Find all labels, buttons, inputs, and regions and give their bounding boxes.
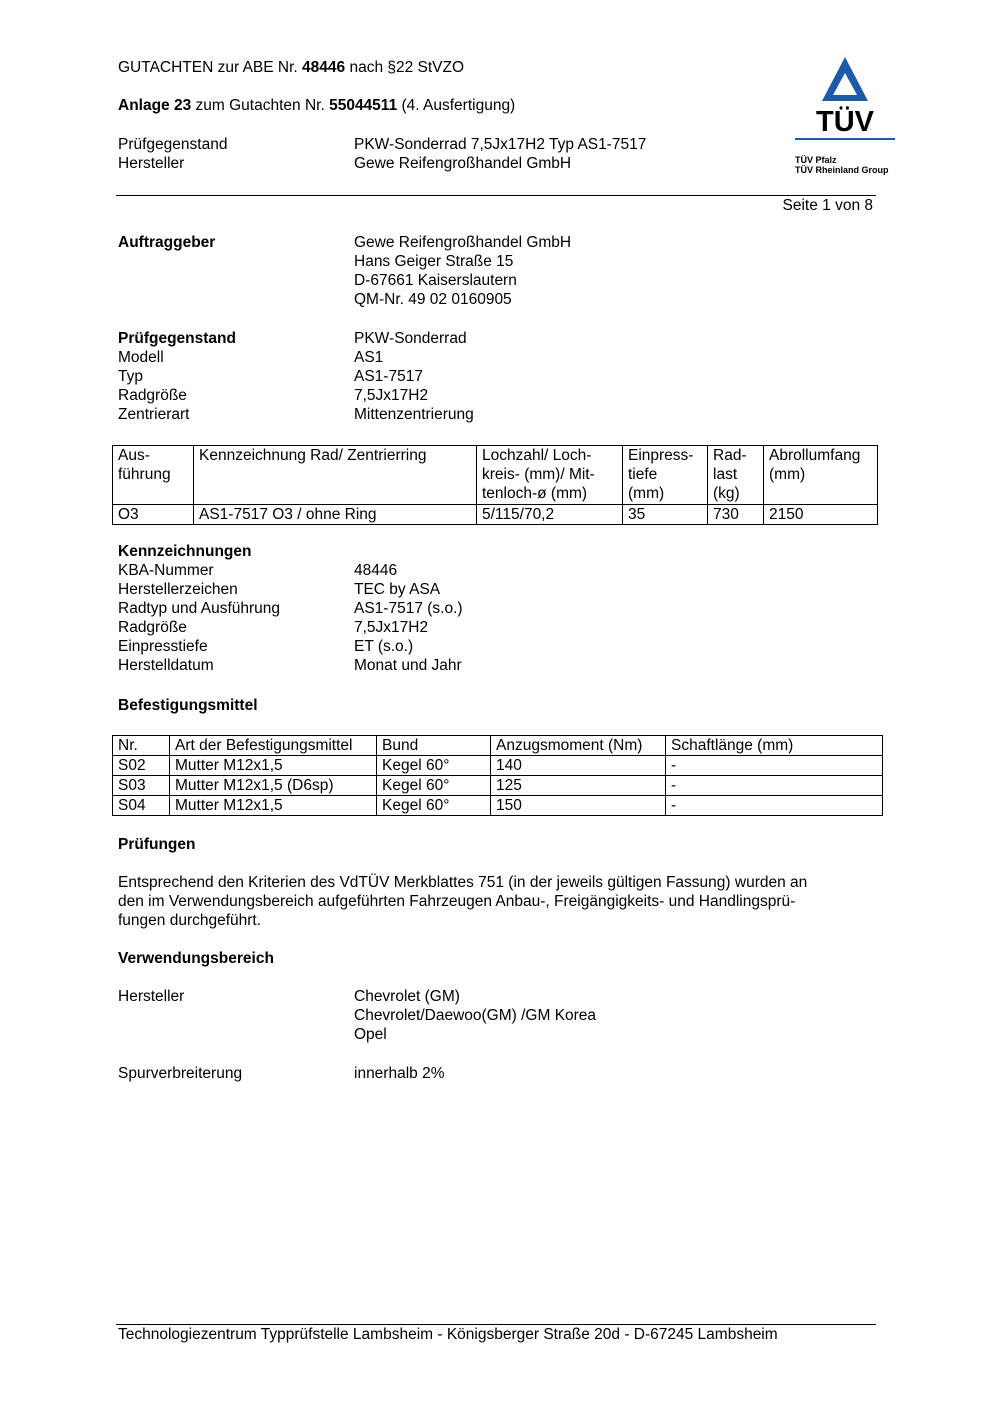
table-header-cell: Abrollumfang (mm) [764, 446, 878, 505]
table-header-row [113, 446, 878, 505]
table-cell: AS1-7517 O3 / ohne Ring [194, 505, 477, 525]
product-row-value: 7,5Jx17H2 [354, 387, 429, 404]
product-row-label: Zentrierart [118, 406, 190, 423]
usage-maker: Opel [354, 1026, 387, 1043]
header-rule [116, 195, 876, 196]
marking-value: Monat und Jahr [354, 657, 462, 674]
table-cell: 125 [491, 776, 666, 796]
client-section [118, 234, 758, 314]
table-header-cell: Bund [377, 736, 491, 756]
marking-label: Herstelldatum [118, 657, 214, 674]
table-header-cell: Kennzeichnung Rad/ Zentrierring [194, 446, 477, 505]
header-maker-label: Hersteller [118, 155, 185, 172]
tuv-triangle-icon [795, 55, 895, 135]
client-line: Gewe Reifengroßhandel GmbH [354, 234, 572, 251]
table-cell: - [666, 796, 883, 816]
header-line-2: Anlage 23 zum Gutachten Nr. 55044511 (4. Ausfertigung) [118, 97, 516, 114]
tests-title: Prüfungen [118, 836, 196, 853]
marking-value: ET (s.o.) [354, 638, 414, 655]
table-cell: 150 [491, 796, 666, 816]
page-number: Seite 1 von 8 [782, 197, 873, 214]
usage-maker: Chevrolet (GM) [354, 988, 460, 1005]
usage-title: Verwendungsbereich [118, 950, 274, 967]
usage-maker: Chevrolet/Daewoo(GM) /GM Korea [354, 1007, 597, 1024]
marking-value: AS1-7517 (s.o.) [354, 600, 463, 617]
table-cell: Mutter M12x1,5 (D6sp) [170, 776, 377, 796]
table-row [113, 505, 878, 525]
marking-label: KBA-Nummer [118, 562, 214, 579]
tests-paragraph [118, 874, 878, 934]
usage-track-label: Spurverbreiterung [118, 1065, 243, 1082]
marking-label: Radtyp und Ausführung [118, 600, 281, 617]
table-header-cell: Rad- last (kg) [708, 446, 764, 505]
header-subject-value: PKW-Sonderrad 7,5Jx17H2 Typ AS1-7517 [354, 136, 647, 153]
table-cell: S04 [113, 796, 170, 816]
table-header-cell: Aus- führung [113, 446, 194, 505]
product-value: PKW-Sonderrad [354, 330, 467, 347]
product-row-value: AS1-7517 [354, 368, 423, 385]
product-row-value: Mittenzentrierung [354, 406, 474, 423]
markings-title: Kennzeichnungen [118, 543, 252, 560]
table-header-cell: Anzugsmoment (Nm) [491, 736, 666, 756]
product-label: Prüfgegenstand [118, 330, 236, 347]
header-maker-value: Gewe Reifengroßhandel GmbH [354, 155, 572, 172]
table-cell: 730 [708, 505, 764, 525]
client-line: QM-Nr. 49 02 0160905 [354, 291, 512, 308]
table-header-cell: Nr. [113, 736, 170, 756]
marking-label: Radgröße [118, 619, 187, 636]
fasteners-table [112, 735, 883, 816]
footer-rule [116, 1324, 876, 1325]
table-cell: S02 [113, 756, 170, 776]
product-row-label: Modell [118, 349, 164, 366]
usage-maker-label: Hersteller [118, 988, 185, 1005]
table-cell: 140 [491, 756, 666, 776]
variant-table [112, 445, 878, 525]
table-header-row [113, 736, 883, 756]
table-cell: - [666, 776, 883, 796]
table-cell: Mutter M12x1,5 [170, 756, 377, 776]
table-cell: Kegel 60° [377, 796, 491, 816]
table-cell: - [666, 756, 883, 776]
tuv-logo [795, 55, 895, 180]
logo-line-2: TÜV Rheinland Group [795, 165, 889, 175]
footer-text: Technologiezentrum Typprüfstelle Lambsheim - Königsberger Straße 20d - D-67245 Lambsheim [118, 1326, 778, 1343]
product-row-value: AS1 [354, 349, 384, 366]
usage-track-value: innerhalb 2% [354, 1065, 445, 1082]
header-line-1: GUTACHTEN zur ABE Nr. 48446 nach §22 StVZO [118, 59, 465, 76]
usage-section [118, 988, 758, 1088]
tests-line: Entsprechend den Kriterien des VdTÜV Merkblattes 751 (in der jeweils gültigen Fassung) wurden an [118, 874, 808, 891]
table-row [113, 756, 883, 776]
table-header-cell: Schaftlänge (mm) [666, 736, 883, 756]
logo-divider [795, 138, 895, 140]
table-cell: 5/115/70,2 [477, 505, 623, 525]
tests-line: fungen durchgeführt. [118, 912, 262, 929]
tuv-brand-text: TÜV [816, 106, 874, 135]
tests-line: den im Verwendungsbereich aufgeführten Fahrzeugen Anbau-, Freigängigkeits- und Handlingsprü- [118, 893, 796, 910]
table-row [113, 796, 883, 816]
table-cell: 35 [623, 505, 708, 525]
table-header-cell: Art der Befestigungsmittel [170, 736, 377, 756]
marking-value: 48446 [354, 562, 398, 579]
table-cell: S03 [113, 776, 170, 796]
product-row-label: Radgröße [118, 387, 187, 404]
table-row [113, 776, 883, 796]
marking-value: 7,5Jx17H2 [354, 619, 429, 636]
table-cell: 2150 [764, 505, 878, 525]
header-subject-label: Prüfgegenstand [118, 136, 228, 153]
marking-label: Einpresstiefe [118, 638, 208, 655]
client-line: Hans Geiger Straße 15 [354, 253, 514, 270]
client-label: Auftraggeber [118, 234, 216, 251]
table-cell: Kegel 60° [377, 776, 491, 796]
fasteners-title: Befestigungsmittel [118, 697, 258, 714]
table-cell: O3 [113, 505, 194, 525]
table-header-cell: Einpress- tiefe (mm) [623, 446, 708, 505]
marking-value: TEC by ASA [354, 581, 441, 598]
table-cell: Kegel 60° [377, 756, 491, 776]
product-row-label: Typ [118, 368, 143, 385]
markings-section [118, 543, 758, 679]
logo-line-1: TÜV Pfalz [795, 155, 837, 165]
product-section [118, 330, 758, 430]
marking-label: Herstellerzeichen [118, 581, 238, 598]
table-header-cell: Lochzahl/ Loch- kreis- (mm)/ Mit- tenloch-ø (mm) [477, 446, 623, 505]
table-cell: Mutter M12x1,5 [170, 796, 377, 816]
client-line: D-67661 Kaiserslautern [354, 272, 517, 289]
